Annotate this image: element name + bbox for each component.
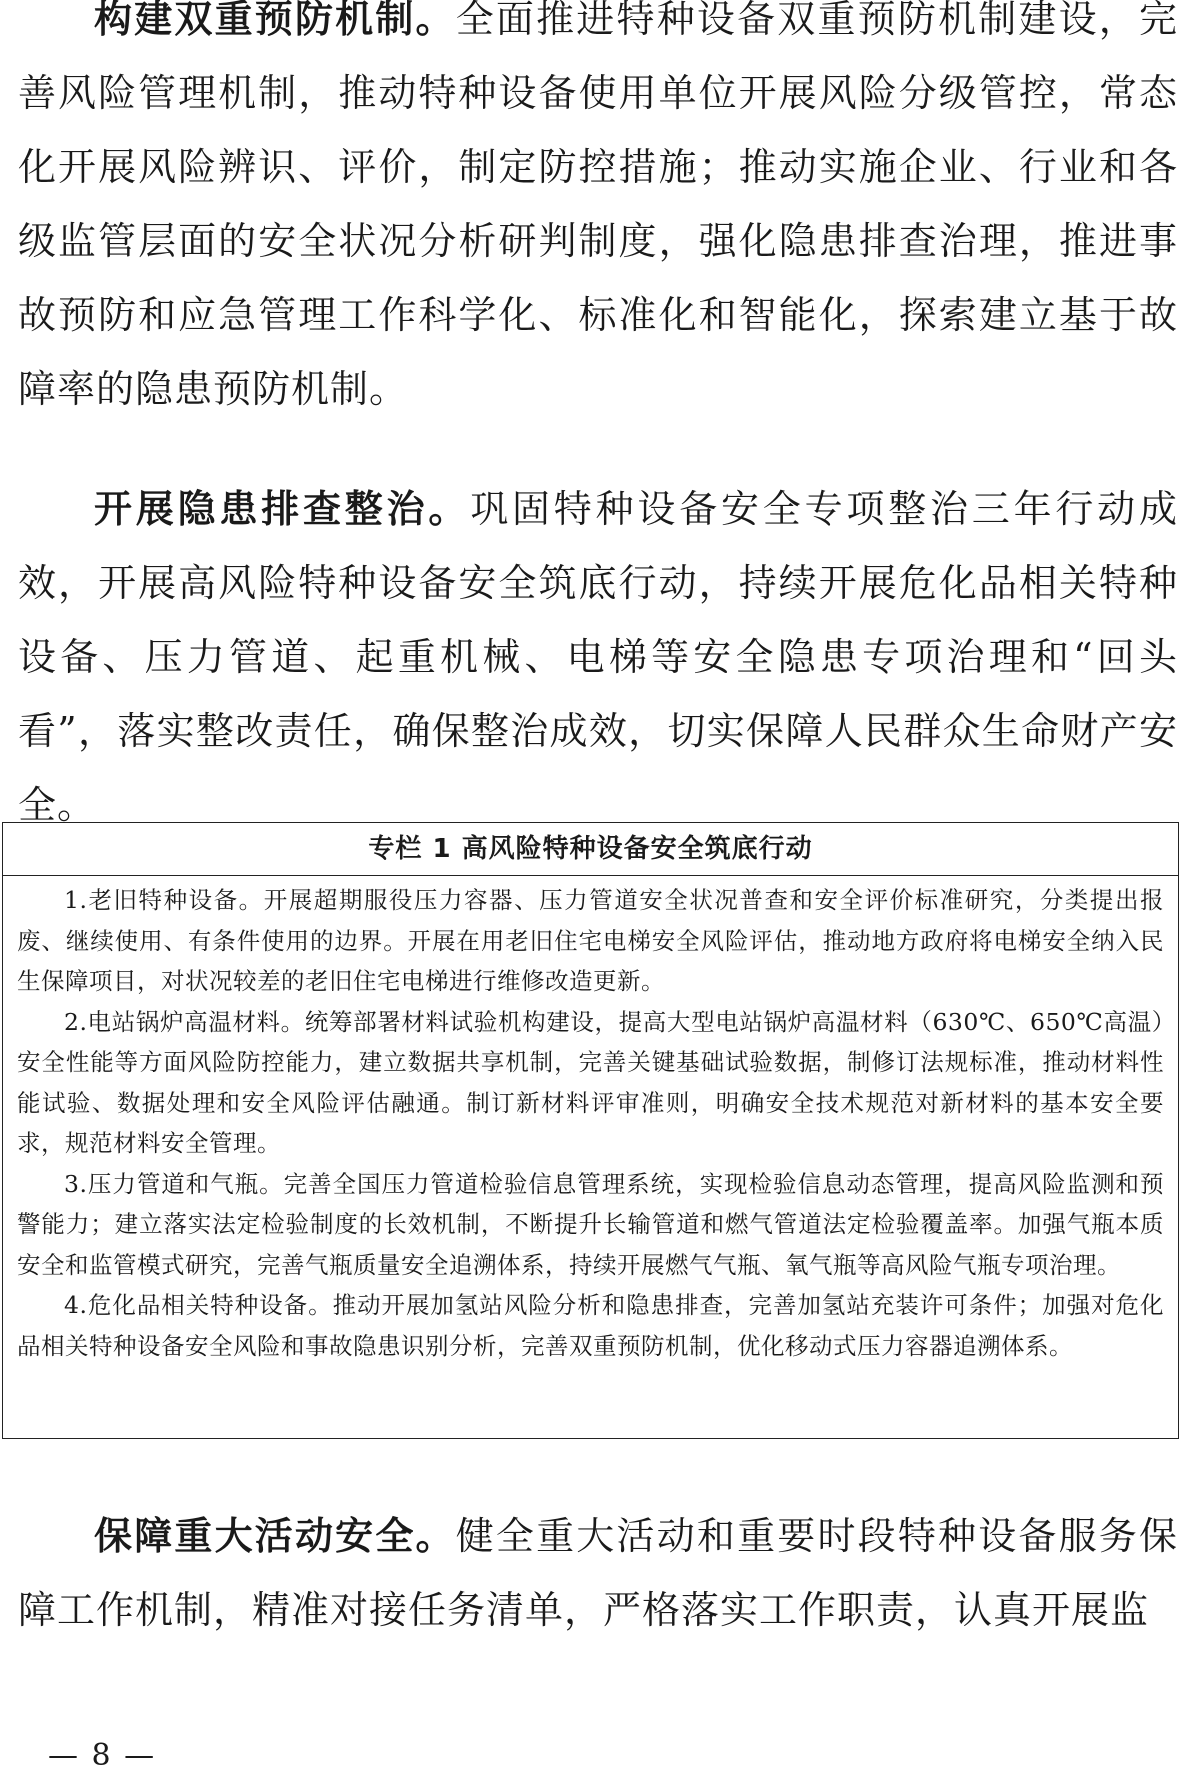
special-column-title: 专栏 1 高风险特种设备安全筑底行动	[3, 823, 1178, 876]
paragraph-body: 健全重大活动和重要时段特种设备服务保障工作机制，精准对接任务清单，严格落实工作职责，认真开展监	[18, 1514, 1178, 1632]
column-item-hazardous-chemicals: 4.危化品相关特种设备。推动开展加氢站风险分析和隐患排查，完善加氢站充装许可条件；加强对危化品相关特种设备安全风险和事故隐患识别分析，完善双重预防机制，优化移动式压力容器追溯体系。	[17, 1291, 1164, 1360]
column-item-pipelines-cylinders: 3.压力管道和气瓶。完善全国压力管道检验信息管理系统，实现检验信息动态管理，提高风险监测和预警能力；建立落实法定检验制度的长效机制，不断提升长输管道和燃气管道法定检验覆盖率。加强气瓶本质安全和监管模式研究，完善气瓶质量安全追溯体系，持续开展燃气气瓶、氧气瓶等高风险气瓶专项治理。	[17, 1169, 1164, 1279]
paragraph-body: 巩固特种设备安全专项整治三年行动成效，开展高风险特种设备安全筑底行动，持续开展危化品相关特种设备、压力管道、起重机械、电梯等安全隐患专项治理和“回头看”，落实整改责任，确保整治成效，切实保障人民群众生命财产安全。	[18, 487, 1178, 827]
paragraph-lead: 构建双重预防机制。	[94, 0, 456, 41]
paragraph-hazard-rectification	[18, 472, 1178, 842]
special-column-box	[2, 822, 1179, 1439]
special-column-body	[3, 876, 1178, 1366]
column-item-boiler-materials: 2.电站锅炉高温材料。统筹部署材料试验机构建设，提高大型电站锅炉高温材料（630℃、650℃高温）安全性能等方面风险防控能力，建立数据共享机制，完善关键基础试验数据，制修订法规标准，推动材料性能试验、数据处理和安全风险评估融通。制订新材料评审准则，明确安全技术规范对新材料的基本安全要求，规范材料安全管理。	[17, 1007, 1164, 1157]
paragraph-major-events	[18, 1499, 1178, 1647]
paragraph-lead: 保障重大活动安全。	[94, 1513, 456, 1558]
page-number: — 8 —	[48, 1738, 157, 1773]
paragraph-body: 全面推进特种设备双重预防机制建设，完善风险管理机制，推动特种设备使用单位开展风险分级管控，常态化开展风险辨识、评价，制定防控措施；推动实施企业、行业和各级监管层面的安全状况分析研判制度，强化隐患排查治理，推进事故预防和应急管理工作科学化、标准化和智能化，探索建立基于故障率的隐患预防机制。	[18, 0, 1178, 411]
paragraph-double-prevention	[18, 0, 1178, 426]
paragraph-lead: 开展隐患排查整治。	[94, 486, 471, 531]
column-item-old-equipment: 1.老旧特种设备。开展超期服役压力容器、压力管道安全状况普查和安全评价标准研究，分类提出报废、继续使用、有条件使用的边界。开展在用老旧住宅电梯安全风险评估，推动地方政府将电梯安全纳入民生保障项目，对状况较差的老旧住宅电梯进行维修改造更新。	[17, 886, 1164, 995]
